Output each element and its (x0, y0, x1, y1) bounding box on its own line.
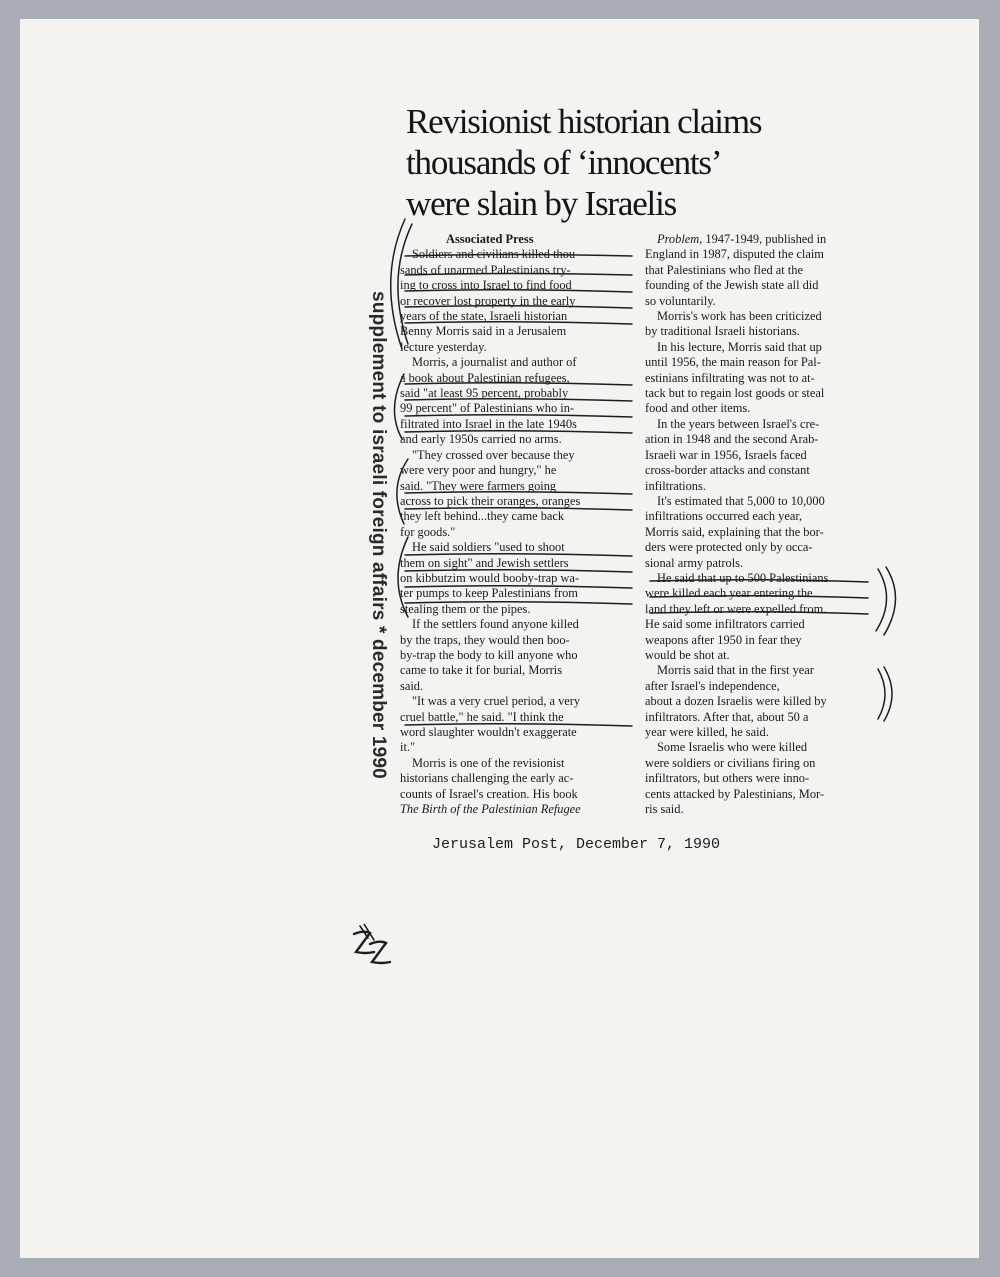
article-paragraph (645, 417, 870, 494)
article-text-line: weapons after 1950 in fear they (645, 632, 802, 647)
article-paragraph (645, 494, 870, 571)
handwritten-page-number (348, 924, 394, 970)
article-text-line: said. "They were farmers going (400, 478, 557, 493)
article-text-line: Morris, a journalist and author of (412, 355, 577, 370)
article-text-line: infiltrations occurred each year, (645, 509, 803, 524)
article-text-line: Some Israelis who were killed (657, 740, 808, 755)
article-text-line: them on sight" and Jewish settlers (400, 555, 569, 570)
article-text-line: In his lecture, Morris said that up (657, 339, 822, 354)
article-text-line: ter pumps to keep Palestinians from (400, 586, 578, 601)
article-text-line: after Israel's independence, (645, 678, 780, 693)
article-paragraph (400, 247, 632, 355)
article-text-line: founding of the Jewish state all did (645, 278, 819, 293)
article-paragraph (645, 571, 870, 663)
article-text-line: a book about Palestinian refugees, (400, 370, 570, 385)
article-paragraph (645, 740, 870, 817)
article-text-line: across to pick their oranges, oranges (400, 493, 581, 508)
source-citation: Jerusalem Post, December 7, 1990 (432, 836, 721, 853)
article-text-line: land they left or were expelled from. (645, 601, 827, 616)
article-text-line: cross-border attacks and constant (645, 463, 810, 478)
article-text-line: infiltrators. After that, about 50 a (645, 709, 809, 724)
article-text-line: were soldiers or civilians firing on (645, 755, 816, 770)
article-text-line: 99 percent" of Palestinians who in- (400, 401, 575, 416)
article-text-line: for goods." (400, 524, 456, 539)
article-text-line: stealing them or the pipes. (400, 601, 531, 616)
article-paragraph (400, 448, 632, 540)
article-text-line: Problem, 1947-1949, published in (657, 232, 827, 246)
article-text-line: infiltrations. (645, 478, 706, 493)
bracket-mark (878, 669, 885, 719)
article-text-line: sands of unarmed Palestinians try- (400, 262, 571, 277)
article-text-line: Morris is one of the revisionist (412, 755, 565, 770)
bracket-mark (884, 567, 896, 635)
article-text-line: The Birth of the Palestinian Refugee (400, 802, 581, 817)
headline-line: Revisionist historian claims (406, 102, 762, 141)
article-paragraph (400, 355, 632, 447)
article-text-line: were killed each year entering the (645, 586, 813, 601)
article-text-line: "It was a very cruel period, a very (412, 694, 581, 709)
article-paragraph (400, 694, 632, 756)
article-text-line: were very poor and hungry," he (400, 463, 557, 478)
article-text-line: about a dozen Israelis were killed by (645, 694, 827, 709)
article-text-line: by-trap the body to kill anyone who (400, 647, 578, 662)
article-text-line: said. (400, 678, 424, 693)
article-text-line: He said that up to 500 Palestinians (657, 570, 829, 585)
article-text-line: counts of Israel's creation. His book (400, 786, 578, 801)
article-text-line: they left behind...they came back (400, 509, 565, 524)
article-text-line: lecture yesterday. (400, 339, 487, 354)
article-text-line: Morris's work has been criticized (657, 309, 822, 324)
article-text-line: or recover lost property in the early (400, 293, 576, 308)
article-text-line: filtrated into Israel in the late 1940s (400, 416, 577, 431)
article-text-line: Soldiers and civilians killed thou- (412, 247, 580, 262)
bracket-mark (876, 569, 887, 631)
article-text-line: "They crossed over because they (412, 447, 575, 462)
article-text-line: England in 1987, disputed the claim (645, 247, 824, 262)
article-paragraph (645, 309, 870, 340)
article-text-line: years of the state, Israeli historian (400, 309, 568, 324)
article-text-line: cruel battle," he said. "I think the (400, 709, 564, 724)
article-text-line: ris said. (645, 802, 684, 817)
article-text-line: so voluntarily. (645, 293, 716, 308)
article-text-line: by traditional Israeli historians. (645, 324, 800, 339)
article-text-line: year were killed, he said. (645, 725, 769, 739)
article-text-line: came to take it for burial, Morris (400, 663, 563, 678)
article-text-line: Morris said that in the first year (657, 663, 814, 678)
headline-line: thousands of ‘innocents’ (406, 143, 722, 182)
sidebar-label: supplement to israeli foreign affairs * december 1990 (368, 291, 389, 779)
article-text-line: would be shot at. (645, 647, 730, 662)
article-text-line: cents attacked by Palestinians, Mor- (645, 786, 825, 801)
article-text-line: ing to cross into Israel to find food (400, 278, 572, 293)
article-text-line: sional army patrols. (645, 555, 744, 570)
article-paragraph (645, 232, 870, 309)
article-column-right (645, 232, 870, 817)
article-text-line: Benny Morris said in a Jerusalem (400, 324, 567, 339)
article-text-line: estinians infiltrating was not to at- (645, 370, 815, 385)
headline-line: were slain by Israelis (406, 184, 677, 223)
article-text-line: it." (400, 740, 416, 755)
article-paragraph (645, 663, 870, 740)
article-text-line: word slaughter wouldn't exaggerate (400, 725, 577, 739)
article-text-line: until 1956, the main reason for Pal- (645, 355, 821, 370)
article-text-line: ders were protected only by occa- (645, 540, 813, 555)
article-paragraph (645, 340, 870, 417)
bracket-mark (884, 667, 892, 721)
article-column-left (400, 232, 632, 817)
article-headline (406, 101, 866, 224)
article-text-line: ation in 1948 and the second Arab- (645, 432, 819, 447)
article-text-line: Morris said, explaining that the bor- (645, 524, 824, 539)
article-text-line: Israeli war in 1956, Israels faced (645, 447, 807, 462)
article-text-line: In the years between Israel's cre- (657, 416, 820, 431)
article-text-line: If the settlers found anyone killed (412, 617, 579, 632)
document-page (20, 19, 979, 1258)
article-text-line: that Palestinians who fled at the (645, 262, 803, 277)
article-text-line: tack but to regain lost goods or steal (645, 386, 825, 401)
article-paragraph (400, 756, 632, 818)
article-paragraph (400, 617, 632, 694)
article-text-line: infiltrators, but others were inno- (645, 771, 810, 786)
article-text-line: by the traps, they would then boo- (400, 632, 570, 647)
article-text-line: said "at least 95 percent, probably (400, 386, 569, 401)
article-byline: Associated Press (446, 232, 534, 246)
article-text-line: He said soldiers "used to shoot (412, 540, 565, 555)
article-text-line: food and other items. (645, 401, 751, 416)
article-text-line: historians challenging the early ac- (400, 771, 574, 786)
article-text-line: on kibbutzim would booby-trap wa- (400, 570, 579, 585)
article-text-line: and early 1950s carried no arms. (400, 432, 562, 447)
article-text-line: It's estimated that 5,000 to 10,000 (657, 493, 825, 508)
article-paragraph (400, 540, 632, 617)
article-text-line: He said some infiltrators carried (645, 617, 805, 632)
